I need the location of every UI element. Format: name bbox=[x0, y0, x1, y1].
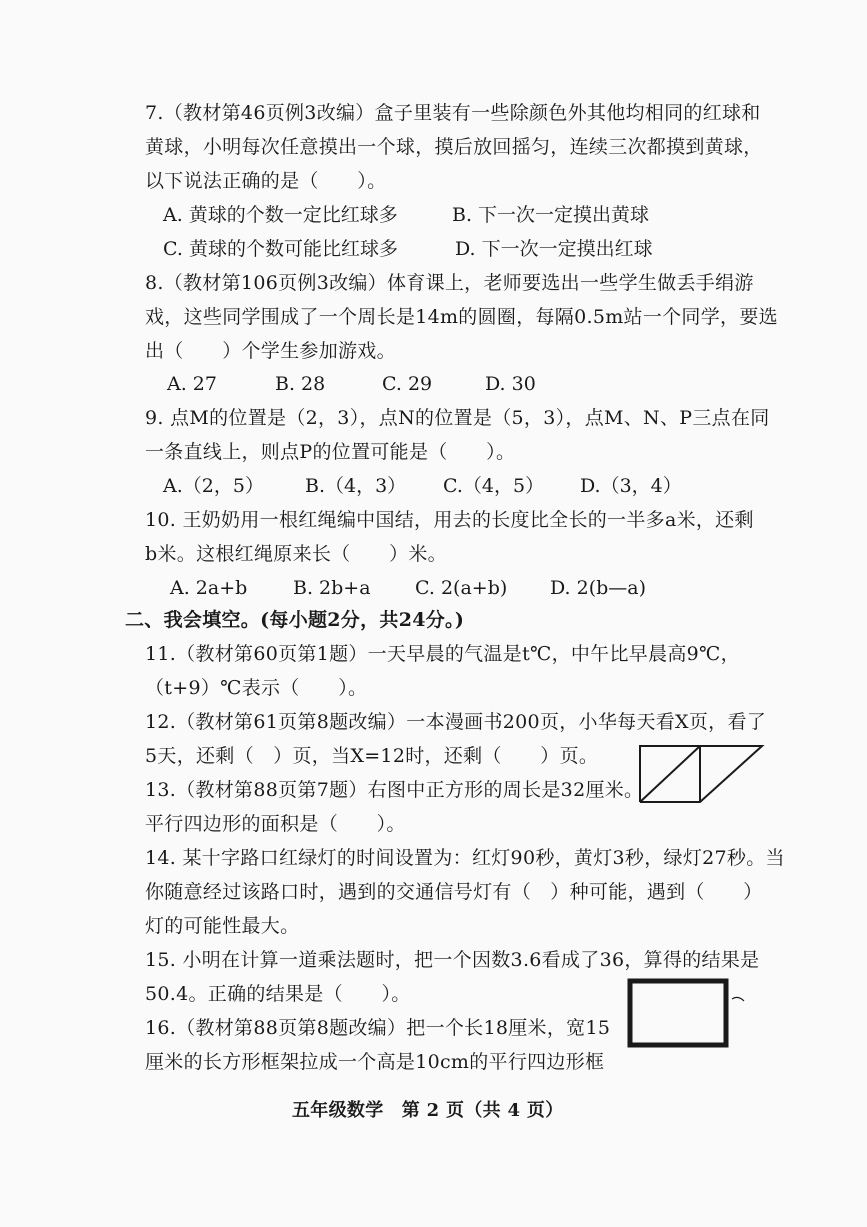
q10-line-2: b米。这根红绳原来长（ ）米。 bbox=[145, 543, 447, 565]
q13-line-1: 13.（教材第88页第7题）右图中正方形的周长是32厘米。 bbox=[145, 779, 644, 801]
q7-line-3: 以下说法正确的是（ ）。 bbox=[145, 170, 387, 192]
q7-option-a: A. 黄球的个数一定比红球多 bbox=[163, 204, 398, 226]
q8-option-a: A. 27 bbox=[167, 373, 217, 395]
q11-line-1: 11.（教材第60页第1题）一天早晨的气温是t℃，中午比早晨高9℃， bbox=[145, 643, 740, 665]
q8-option-c: C. 29 bbox=[382, 373, 433, 395]
q8-option-b: B. 28 bbox=[275, 373, 326, 395]
q10-option-a: A. 2a+b bbox=[170, 577, 248, 599]
q15-line-1: 15. 小明在计算一道乘法题时，把一个因数3.6看成了36，算得的结果是 bbox=[145, 949, 760, 971]
q8-line-2: 戏，这些同学围成了一个周长是14m的圆圈，每隔0.5m站一个同学，要选 bbox=[145, 306, 778, 328]
q14-line-1: 14. 某十字路口红绿灯的时间设置为：红灯90秒，黄灯3秒，绿灯27秒。当 bbox=[145, 847, 785, 869]
q9-option-b: B.（4，3） bbox=[305, 475, 407, 497]
q7-option-d: D. 下一次一定摸出红球 bbox=[455, 238, 653, 260]
q10-option-c: C. 2(a+b) bbox=[415, 577, 508, 599]
q7-option-b: B. 下一次一定摸出黄球 bbox=[452, 204, 650, 226]
section-2-heading: 二、我会填空。(每小题2分，共24分。) bbox=[125, 609, 465, 631]
q11-line-2: （t+9）℃表示（ ）。 bbox=[145, 677, 368, 699]
q8-line-1: 8.（教材第106页例3改编）体育课上，老师要选出一些学生做丢手绢游 bbox=[145, 272, 754, 294]
q12-line-2: 5天，还剩（ ）页，当X=12时，还剩（ ）页。 bbox=[145, 745, 599, 767]
q9-option-d: D.（3，4） bbox=[580, 475, 682, 497]
q12-line-1: 12.（教材第61页第8题改编）一本漫画书200页，小华每天看X页，看了 bbox=[145, 711, 767, 733]
rectangle-frame-figure bbox=[622, 975, 752, 1051]
q8-option-d: D. 30 bbox=[485, 373, 536, 395]
q9-option-a: A.（2，5） bbox=[163, 475, 264, 497]
q7-option-c: C. 黄球的个数可能比红球多 bbox=[163, 238, 398, 260]
q10-option-d: D. 2(b—a) bbox=[550, 577, 647, 599]
square-parallelogram-figure bbox=[630, 740, 770, 806]
q14-line-3: 灯的可能性最大。 bbox=[145, 915, 300, 937]
q7-line-1: 7.（教材第46页例3改编）盒子里装有一些除颜色外其他均相同的红球和 bbox=[145, 102, 761, 124]
q7-line-2: 黄球，小明每次任意摸出一个球，摸后放回摇匀，连续三次都摸到黄球， bbox=[145, 136, 763, 158]
q13-line-2: 平行四边形的面积是（ ）。 bbox=[145, 813, 406, 835]
q16-line-1: 16.（教材第88页第8题改编）把一个长18厘米，宽15 bbox=[145, 1017, 611, 1039]
q10-option-b: B. 2b+a bbox=[293, 577, 371, 599]
q16-line-2: 厘米的长方形框架拉成一个高是10cm的平行四边形框 bbox=[145, 1051, 605, 1073]
page-footer: 五年级数学 第 2 页（共 4 页） bbox=[292, 1100, 564, 1121]
q9-line-1: 9. 点M的位置是（2，3），点N的位置是（5，3），点M、N、P三点在同 bbox=[145, 407, 770, 429]
q8-line-3: 出（ ）个学生参加游戏。 bbox=[145, 340, 396, 362]
q15-line-2: 50.4。正确的结果是（ ）。 bbox=[145, 983, 411, 1005]
q9-line-2: 一条直线上，则点P的位置可能是（ ）。 bbox=[145, 441, 516, 463]
q9-option-c: C.（4，5） bbox=[443, 475, 545, 497]
q10-line-1: 10. 王奶奶用一根红绳编中国结，用去的长度比全长的一半多a米，还剩 bbox=[145, 509, 754, 531]
q14-line-2: 你随意经过该路口时，遇到的交通信号灯有（ ）种可能，遇到（ ） bbox=[145, 881, 763, 903]
